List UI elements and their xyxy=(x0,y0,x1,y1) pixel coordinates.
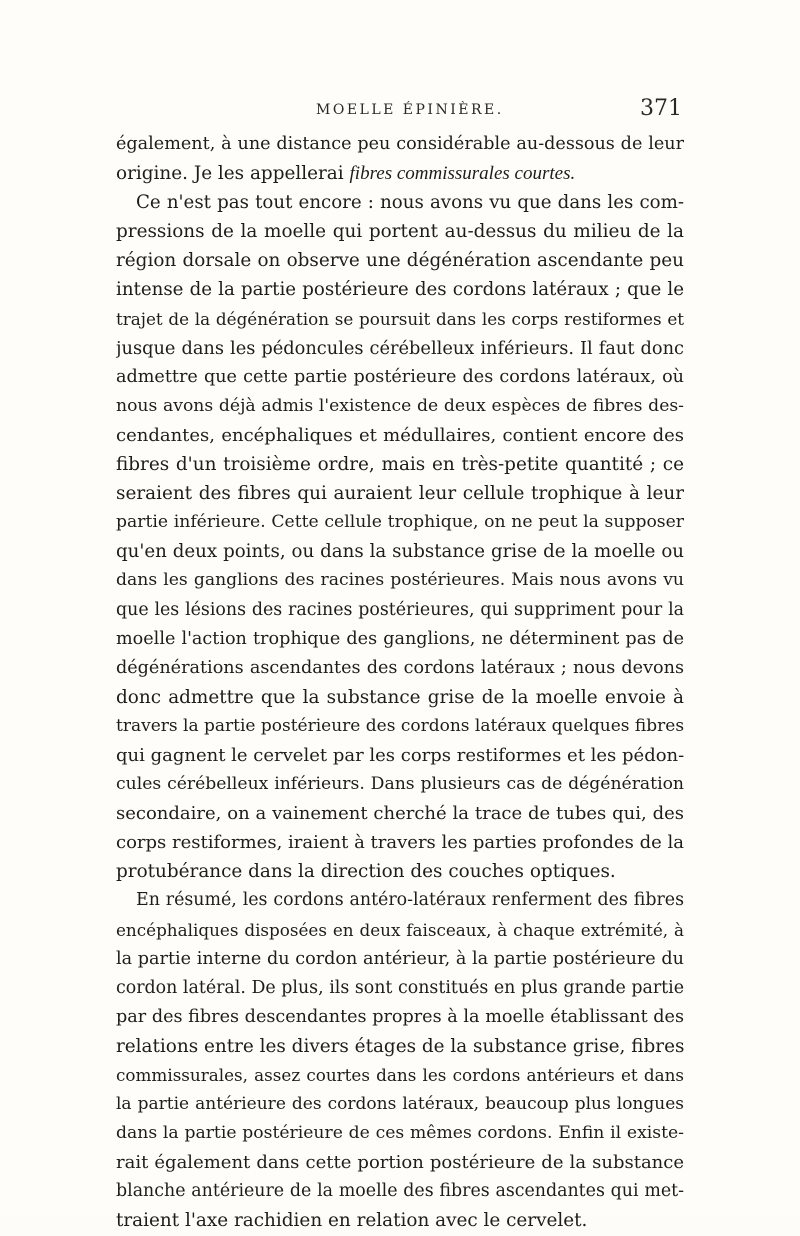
text-line: cules cérébelleux inférieurs. Dans plusieurs cas de dégénération xyxy=(116,774,684,795)
text-line: région dorsale on observe une dégénération ascendante peu xyxy=(116,250,684,272)
text-line: cordon latéral. De plus, ils sont constitués en plus grande partie xyxy=(116,977,684,998)
text-line: la partie interne du cordon antérieur, à la partie postérieure du xyxy=(116,948,684,969)
running-title: MOELLE ÉPINIÈRE. xyxy=(316,102,504,118)
text-line: pressions de la moelle qui portent au-dessus du milieu de la xyxy=(116,221,684,243)
text-line: traient l'axe rachidien en relation avec le cervelet. xyxy=(116,1210,588,1232)
text-line: donc admettre que la substance grise de la moelle envoie à xyxy=(116,686,684,708)
paragraph-first-line: En résumé, les cordons antéro-latéraux renferment des fibres xyxy=(136,890,684,911)
text-line: protubérance dans la direction des couches optiques. xyxy=(116,861,616,883)
text-line: secondaire, on a vainement cherché la trace de tubes qui, des xyxy=(116,803,684,825)
text-line: par des fibres descendantes propres à la moelle établissant des xyxy=(116,1006,684,1027)
text-line: intense de la partie postérieure des cordons latéraux ; que le xyxy=(116,279,684,301)
text-line: fibres d'un troisième ordre, mais en très-petite quantité ; ce xyxy=(116,454,684,476)
text-line: la partie antérieure des cordons latéraux, beaucoup plus longues xyxy=(116,1094,684,1115)
text-line: que les lésions des racines postérieures, qui suppriment pour la xyxy=(116,599,684,620)
text-line: travers la partie postérieure des cordons latéraux quelques fibres xyxy=(116,715,684,736)
italic-term: fibres commissurales courtes. xyxy=(349,163,576,185)
text-line: corps restiformes, iraient à travers les parties profondes de la xyxy=(116,832,684,854)
text-line: admettre que cette partie postérieure des cordons latéraux, où xyxy=(116,366,684,387)
running-head xyxy=(116,96,682,126)
text-line: partie inférieure. Cette cellule trophique, on ne peut la supposer xyxy=(116,512,684,533)
text-line: commissurales, assez courtes dans les cordons antérieurs et dans xyxy=(116,1065,684,1085)
text-line: rait également dans cette portion postérieure de la substance xyxy=(116,1152,684,1174)
paragraph-first-line: Ce n'est pas tout encore : nous avons vu que dans les com- xyxy=(136,192,684,214)
text-line: moelle l'action trophique des ganglions, ne déterminent pas de xyxy=(116,628,684,649)
text-line-start: origine. Je les appellerai xyxy=(116,163,344,185)
text-line: nous avons déjà admis l'existence de deux espèces de fibres des- xyxy=(116,395,684,416)
text-line: dans la partie postérieure de ces mêmes cordons. Enfin il existe- xyxy=(116,1123,684,1144)
text-line: blanche antérieure de la moelle des fibres ascendantes qui met- xyxy=(116,1181,684,1202)
text-line: jusque dans les pédoncules cérébelleux inférieurs. Il faut donc xyxy=(116,337,684,359)
text-line: dégénérations ascendantes des cordons latéraux ; nous devons xyxy=(116,657,684,678)
text-line: trajet de la dégénération se poursuit dans les corps restiformes et xyxy=(116,308,684,329)
text-line: également, à une distance peu considérable au-dessous de leur xyxy=(116,134,684,154)
text-line: encéphaliques disposées en deux faisceaux, à chaque extrémité, à xyxy=(116,919,684,940)
text-line: cendantes, encéphaliques et médullaires, contient encore des xyxy=(116,424,684,446)
text-line: qu'en deux points, ou dans la substance grise de la moelle ou xyxy=(116,541,684,563)
text-line: relations entre les divers étages de la substance grise, fibres xyxy=(116,1035,684,1057)
text-line: dans les ganglions des racines postérieures. Mais nous avons vu xyxy=(116,570,684,591)
page-number: 371 xyxy=(640,96,682,121)
body-text xyxy=(116,130,684,1236)
text-line xyxy=(116,159,684,188)
text-line: qui gagnent le cervelet par les corps restiformes et les pédon- xyxy=(116,744,684,766)
text-line: seraient des fibres qui auraient leur cellule trophique à leur xyxy=(116,483,684,505)
